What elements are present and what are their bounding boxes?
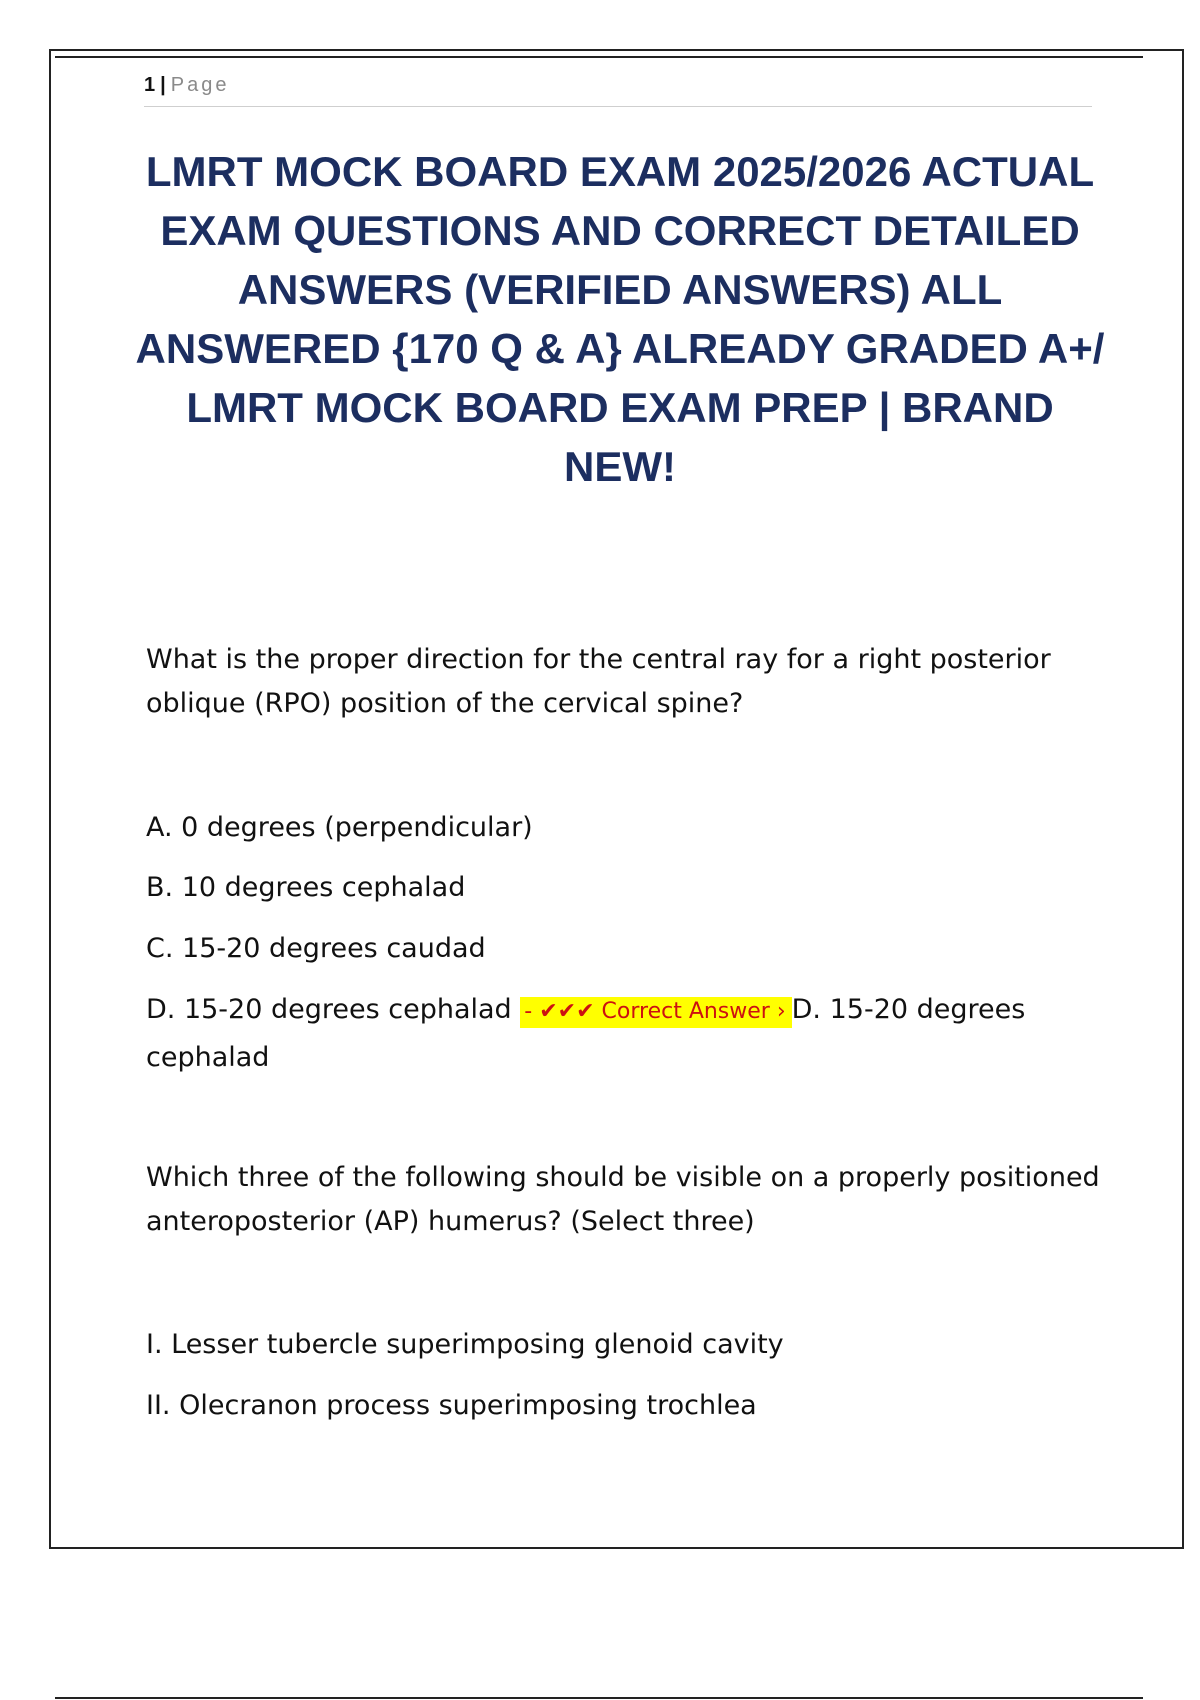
correct-answer-text: D. 15-20 degrees cephalad [146,994,1026,1073]
correct-answer-marker: - ✔✔✔ Correct Answer › [520,997,791,1028]
question-1-option-a: A. 0 degrees (perpendicular) [146,812,533,843]
question-2-option-ii: II. Olecranon process superimposing trochlea [146,1390,757,1421]
document-title: LMRT MOCK BOARD EXAM 2025/2026 ACTUAL EXAM QUESTIONS AND CORRECT DETAILED ANSWERS (VERIFIED ANSWERS) ALL ANSWERED {170 Q & A} ALREADY GRADED A+/ LMRT MOCK BOARD EXAM PREP | BRAND NEW! [135,148,1105,490]
question-1-option-b: B. 10 degrees cephalad [146,872,466,903]
page-word: Page [170,74,230,96]
page-number: 1 [144,74,157,96]
question-2-text: Which three of the following should be visible on a properly positioned anteroposterior (AP) humerus? (Select three) [146,1162,1100,1237]
bottom-rule [55,1697,1143,1699]
question-1-text: What is the proper direction for the central ray for a right posterior oblique (RPO) position of the cervical spine? [146,644,1051,719]
top-rule [55,56,1143,58]
option-d-text: D. 15-20 degrees cephalad [146,994,512,1025]
question-2-option-i: I. Lesser tubercle superimposing glenoid cavity [146,1329,784,1360]
page-header [144,74,1092,107]
page-separator: | [160,74,167,96]
question-1-option-c: C. 15-20 degrees caudad [146,933,486,964]
question-1-option-d [146,987,1106,1081]
